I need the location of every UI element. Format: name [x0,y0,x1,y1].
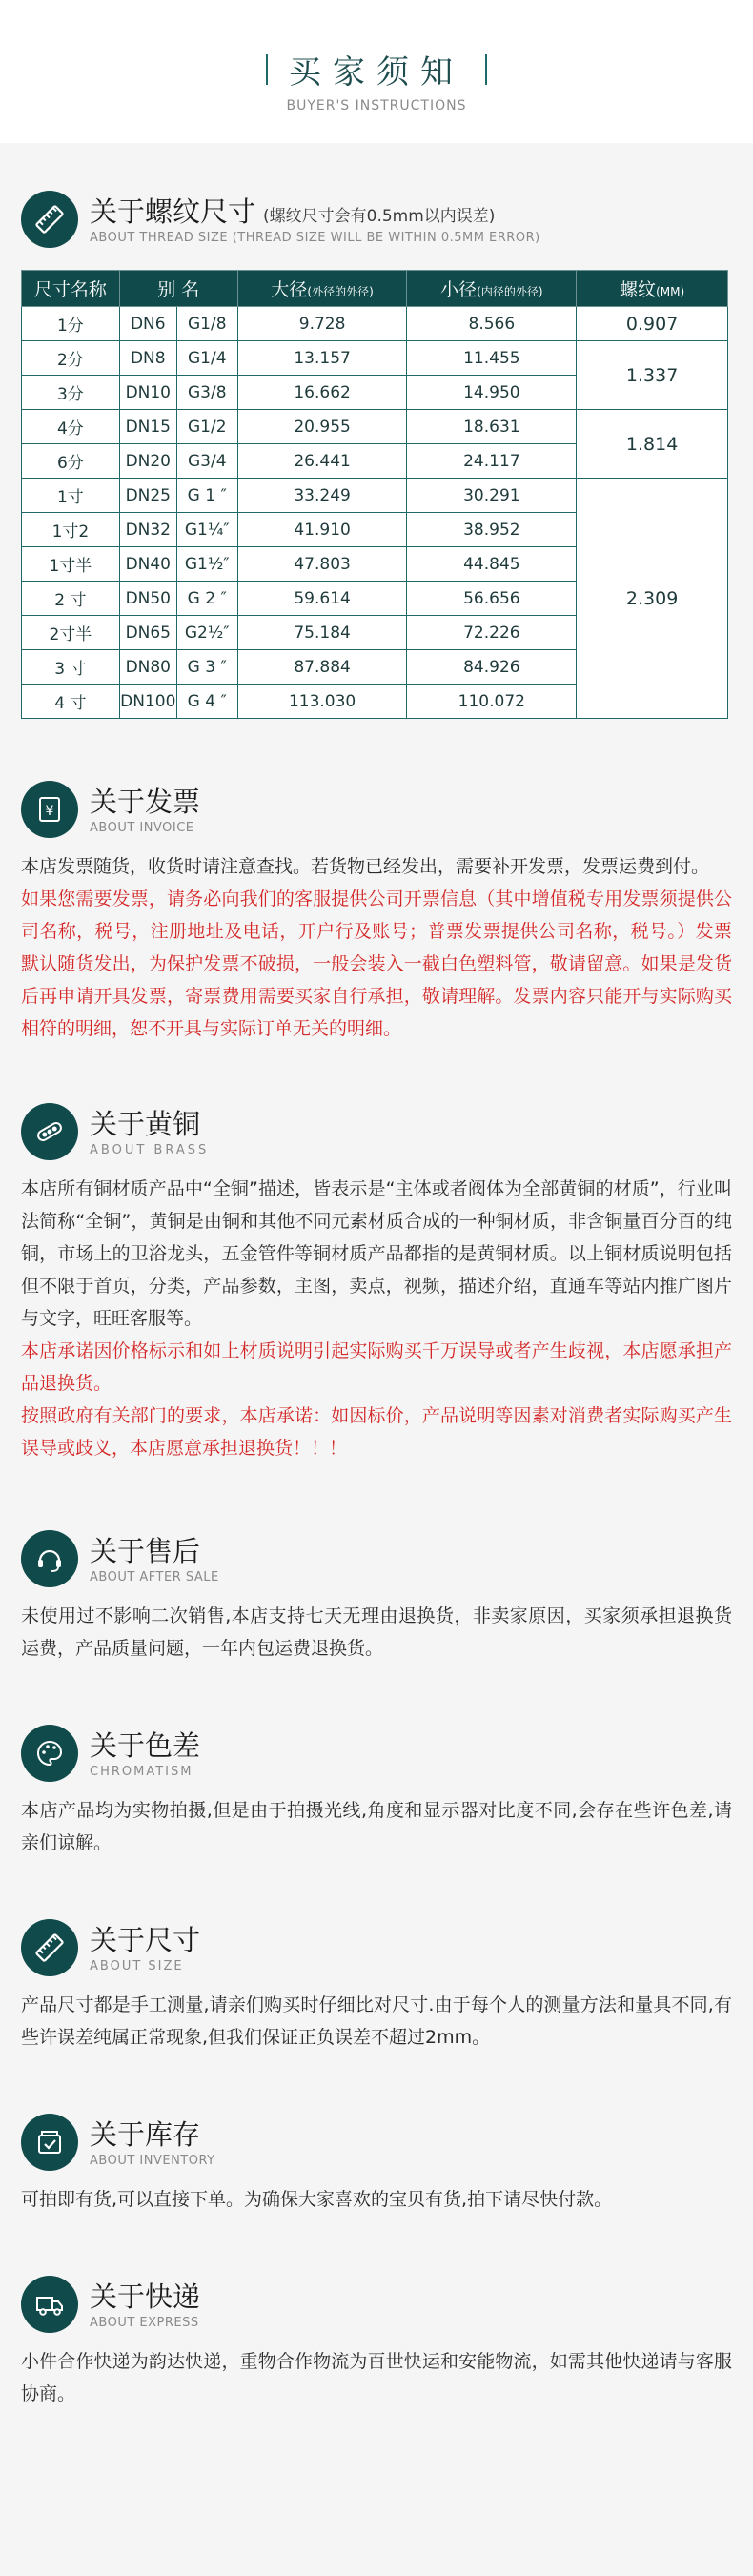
svg-text:¥: ¥ [45,804,54,819]
page-title-row [266,46,487,92]
table-cell: 38.952 [407,513,577,547]
after-sale-section-subtitle: ABOUT AFTER SALE [90,1569,219,1584]
pitch-cell: 0.907 [577,307,728,341]
table-cell: 11.455 [407,341,577,376]
pitch-cell: 2.309 [577,479,728,719]
table-row [22,341,728,376]
thread-section-header [21,186,732,253]
truck-icon [21,2276,78,2333]
table-cell: DN10 [119,376,176,410]
table-row [22,307,728,341]
table-cell: 4分 [22,410,120,444]
size-section [0,1914,753,2054]
table-cell: 30.291 [407,479,577,513]
table-cell: G 1 ″ [176,479,237,513]
table-cell: DN40 [119,547,176,582]
table-cell: 2分 [22,341,120,376]
brass-text: 本店所有铜材质产品中“全铜”描述，皆表示是“主体或者阀体为全部黄铜的材质”，行业叫法简称“全铜”，黄铜是由铜和其他不同元素材质合成的一种铜材质，非含铜量百分百的纯铜，市场上的卫浴龙头，五金管件等铜材质产品都指的是黄铜材质。以上铜材质说明包括但不限于首页，分类，产品参数，主图，卖点，视频，描述介绍，直通车等站内推广图片与文字，旺旺客服等。 [21,1178,732,1329]
table-cell: G 4 ″ [176,685,237,719]
chroma-section-header [21,1720,732,1787]
col-alias: 别 名 [119,271,237,307]
inventory-text: 可拍即有货,可以直接下单。为确保大家喜欢的宝贝有货,拍下请尽快付款。 [21,2189,613,2210]
col-outer-diameter: 大径(外径的外径) [237,271,407,307]
inventory-icon [21,2114,78,2171]
table-cell: 59.614 [237,582,407,616]
table-cell: 47.803 [237,547,407,582]
thread-section [0,143,753,719]
table-cell: 1分 [22,307,120,341]
express-section-subtitle: ABOUT EXPRESS [90,2315,199,2330]
after-sale-section [0,1525,753,1665]
inventory-section-header [21,2109,732,2176]
table-cell: 6分 [22,444,120,479]
table-cell: DN65 [119,616,176,650]
brass-promise-text: 本店承诺因价格标示和如上材质说明引起实际购买千万误导或者产生歧视，本店愿承担产品退换货。 [21,1340,732,1394]
table-cell: DN6 [119,307,176,341]
brass-section-subtitle: ABOUT BRASS [90,1142,210,1157]
page-subtitle: BUYER'S INSTRUCTIONS [286,98,467,113]
table-row [22,410,728,444]
table-cell: DN25 [119,479,176,513]
table-cell: DN15 [119,410,176,444]
palette-icon [21,1725,78,1782]
page-title: 买家须知 [289,53,464,92]
invoice-warning-text: 如果您需要发票，请务必向我们的客服提供公司开票信息（其中增值税专用发票须提供公司名称，税号，注册地址及电话，开户行及账号；普票发票提供公司名称，税号。）发票默认随货发出，为保护发票不破损，一般会装入一截白色塑料管，敬请留意。如果是发货后再申请开具发票，寄票费用需要买家自行承担，敬请理解。发票内容只能开与实际购买相符的明细，恕不开具与实际订单无关的明细。 [21,889,732,1039]
inventory-section [0,2109,753,2216]
table-cell: 87.884 [237,650,407,685]
ruler-icon [21,1919,78,1976]
table-cell: 56.656 [407,582,577,616]
table-cell: 4 寸 [22,685,120,719]
chroma-section-subtitle: CHROMATISM [90,1764,193,1779]
after-sale-section-header [21,1525,732,1592]
title-right-bar [485,54,487,85]
brass-section-header [21,1098,732,1165]
express-section [0,2271,753,2410]
table-cell: G1/2 [176,410,237,444]
size-section-header [21,1914,732,1981]
brass-section [0,1098,753,1464]
table-cell: 33.249 [237,479,407,513]
inventory-section-title: 关于库存 [90,2117,201,2151]
table-cell: 13.157 [237,341,407,376]
col-inner-diameter: 小径(内径的外径) [407,271,577,307]
table-cell: 3分 [22,376,120,410]
table-cell: 8.566 [407,307,577,341]
express-text: 小件合作快递为韵达快递，重物合作物流为百世快运和安能物流，如需其他快递请与客服协商。 [21,2351,732,2404]
table-cell: 44.845 [407,547,577,582]
table-cell: G1/4 [176,341,237,376]
table-cell: 113.030 [237,685,407,719]
table-cell: G3/4 [176,444,237,479]
table-cell: G 3 ″ [176,650,237,685]
invoice-section-title: 关于发票 [90,785,201,818]
invoice-section-header [21,776,732,843]
brass-icon [21,1103,78,1160]
table-cell: G 2 ″ [176,582,237,616]
table-cell: 2 寸 [22,582,120,616]
chroma-text: 本店产品均为实物拍摄,但是由于拍摄光线,角度和显示器对比度不同,会存在些许色差,请亲们谅解。 [21,1800,732,1853]
thread-size-table [21,270,728,719]
ruler-icon [21,191,78,248]
size-section-subtitle: ABOUT SIZE [90,1958,184,1973]
table-cell: G1½″ [176,547,237,582]
invoice-text: 本店发票随货，收货时请注意查找。若货物已经发出，需要补开发票，发票运费到付。 [21,856,710,877]
table-cell: 9.728 [237,307,407,341]
table-cell: 14.950 [407,376,577,410]
size-text: 产品尺寸都是手工测量,请亲们购买时仔细比对尺寸.由于每个人的测量方法和量具不同,有些许误差纯属正常现象,但我们保证正负误差不超过2mm。 [21,1994,732,2048]
express-section-header [21,2271,732,2338]
chroma-section-title: 关于色差 [90,1728,201,1762]
table-header-row [22,271,728,307]
inventory-section-subtitle: ABOUT INVENTORY [90,2153,215,2168]
invoice-section [0,776,753,1045]
title-left-bar [266,54,268,85]
after-sale-text: 未使用过不影响二次销售,本店支持七天无理由退换货，非卖家原因，买家须承担退换货运费，产品质量问题，一年内包运费退换货。 [21,1605,732,1659]
page-header [0,0,753,143]
thread-section-note: (螺纹尺寸会有0.5mm以内误差) [263,206,496,226]
brass-section-title: 关于黄铜 [90,1107,201,1140]
invoice-icon [21,781,78,838]
table-cell: 75.184 [237,616,407,650]
table-cell: 2寸半 [22,616,120,650]
table-cell: DN50 [119,582,176,616]
table-cell: 16.662 [237,376,407,410]
invoice-section-subtitle: ABOUT INVOICE [90,820,194,835]
table-cell: G1/8 [176,307,237,341]
thread-section-subtitle: ABOUT THREAD SIZE (THREAD SIZE WILL BE WITHIN 0.5MM ERROR) [90,230,540,245]
table-cell: G3/8 [176,376,237,410]
thread-section-title: 关于螺纹尺寸 [90,194,256,228]
table-cell: 1寸 [22,479,120,513]
table-cell: DN32 [119,513,176,547]
pitch-cell: 1.337 [577,341,728,410]
table-cell: 3 寸 [22,650,120,685]
table-cell: DN80 [119,650,176,685]
table-cell: 20.955 [237,410,407,444]
size-section-title: 关于尺寸 [90,1923,201,1956]
table-cell: 41.910 [237,513,407,547]
express-section-title: 关于快递 [90,2280,201,2313]
table-cell: 110.072 [407,685,577,719]
col-thread-pitch: 螺纹(MM) [577,271,728,307]
brass-government-text: 按照政府有关部门的要求，本店承诺：如因标价，产品说明等因素对消费者实际购买产生误导或歧义，本店愿意承担退换货！！！ [21,1405,732,1459]
table-cell: 1寸半 [22,547,120,582]
table-cell: 18.631 [407,410,577,444]
table-cell: DN20 [119,444,176,479]
table-cell: 26.441 [237,444,407,479]
headset-icon [21,1530,78,1587]
after-sale-section-title: 关于售后 [90,1534,201,1567]
table-cell: 1寸2 [22,513,120,547]
table-row [22,479,728,513]
table-cell: G2½″ [176,616,237,650]
table-cell: 24.117 [407,444,577,479]
table-cell: 84.926 [407,650,577,685]
chroma-section [0,1720,753,1859]
pitch-cell: 1.814 [577,410,728,479]
table-cell: G1¼″ [176,513,237,547]
table-cell: DN100 [119,685,176,719]
table-cell: DN8 [119,341,176,376]
col-size-name: 尺寸名称 [22,271,120,307]
table-cell: 72.226 [407,616,577,650]
